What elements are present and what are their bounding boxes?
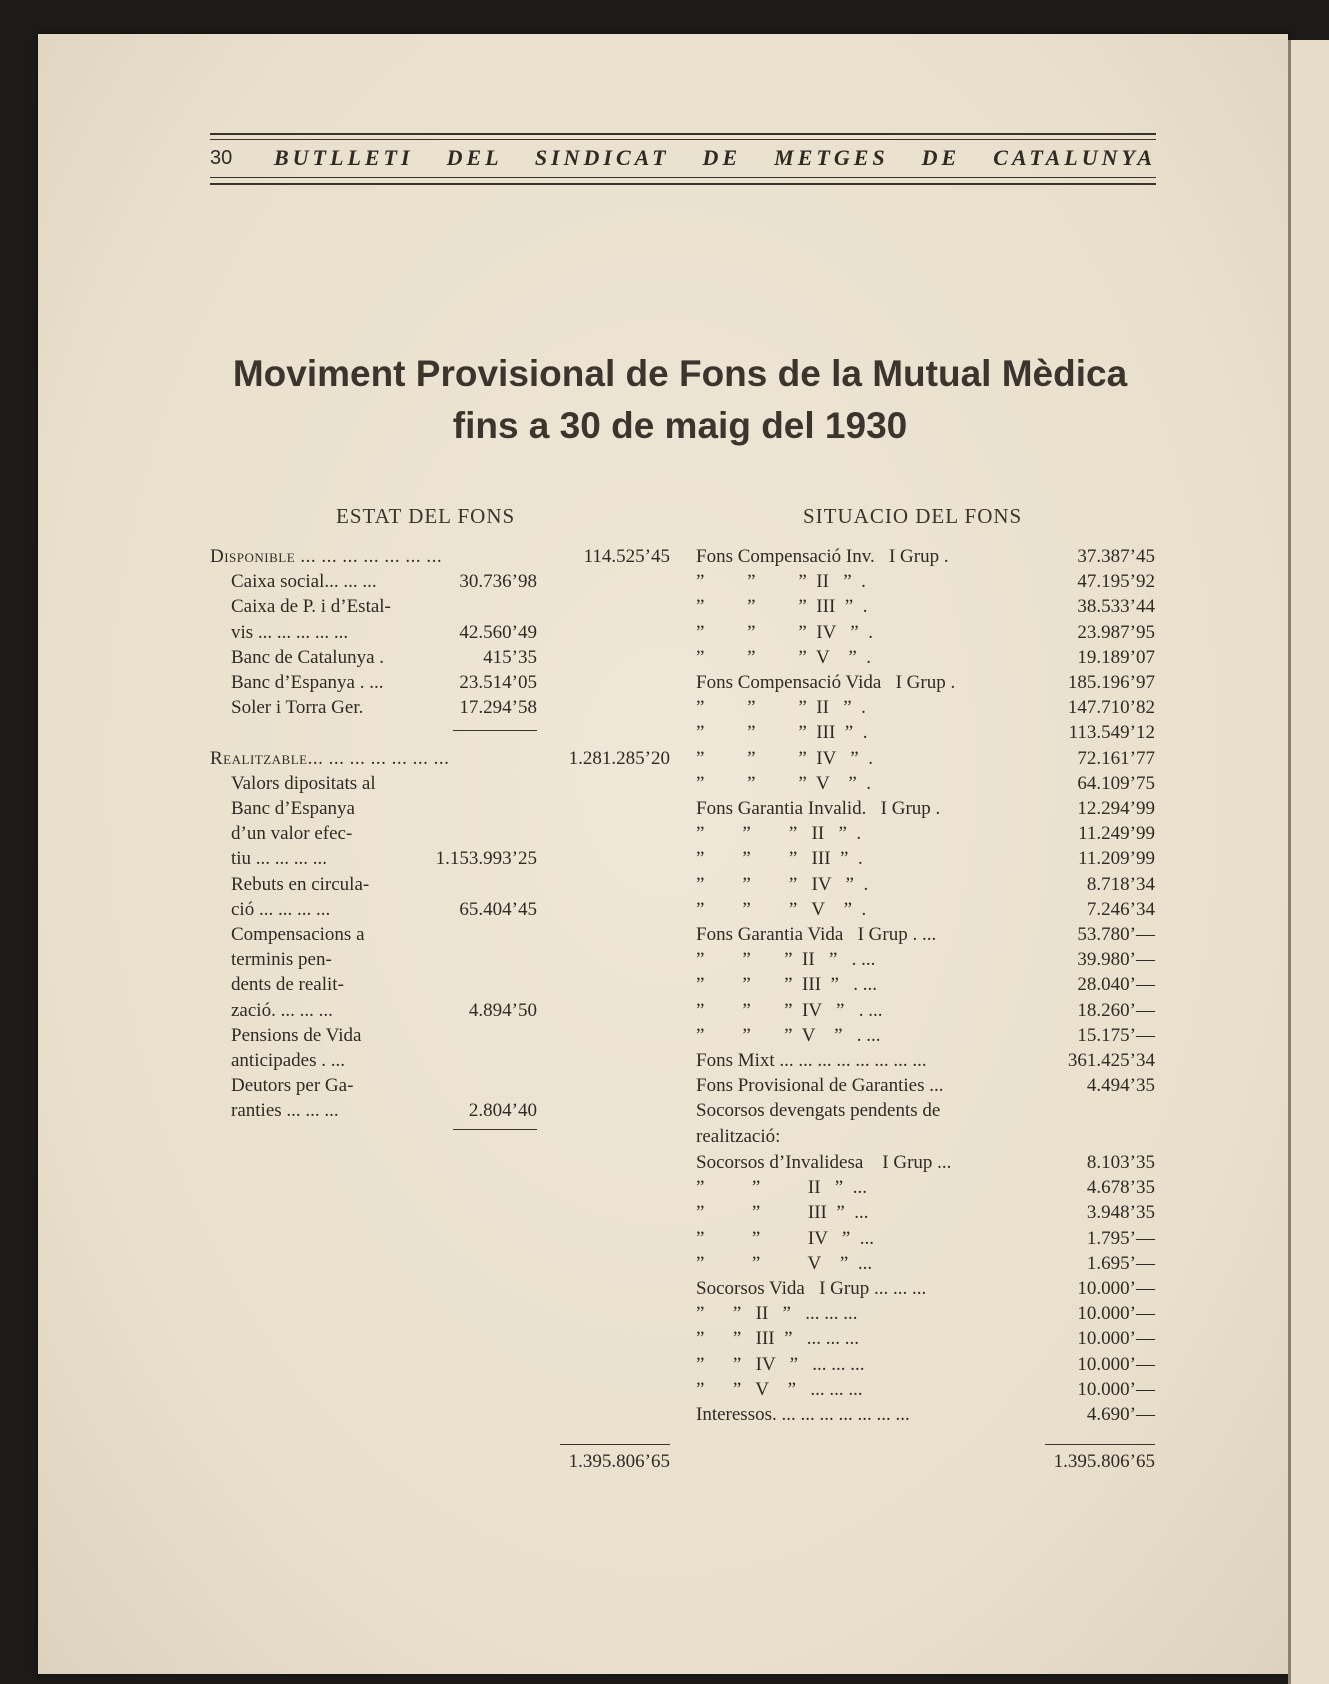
situacio-row-value: 38.533’44 bbox=[1077, 596, 1155, 618]
situacio-row-value: 4.690’— bbox=[1086, 1404, 1155, 1425]
situacio-row-value: 10.000’— bbox=[1077, 1303, 1155, 1325]
page-title-line1: Moviment Provisional de Fons de la Mutual Mèdica bbox=[232, 353, 1128, 394]
situacio-row-label: Interessos. ... ... ... ... ... ... ... bbox=[696, 1404, 910, 1425]
situacio-row-value: 361.425’34 bbox=[1067, 1050, 1155, 1071]
situacio-row-value: 47.195’92 bbox=[1077, 571, 1155, 593]
disponible-item-value: 415’35 bbox=[483, 646, 537, 668]
disponible-item-value: 17.294’58 bbox=[459, 697, 537, 719]
situacio-row-label: ” ” V ” ... bbox=[696, 1252, 873, 1274]
situacio-row-value: 15.175’— bbox=[1077, 1024, 1155, 1046]
situacio-row-value: 8.718’34 bbox=[1086, 873, 1155, 895]
left-column-heading: ESTAT DEL FONS bbox=[336, 504, 516, 528]
realitzable-item-label: Compensacions a bbox=[231, 924, 365, 945]
realitzable-item-label: anticipades . ... bbox=[231, 1050, 345, 1071]
situacio-row-value: 18.260’— bbox=[1077, 999, 1155, 1021]
realitzable-item-label: tiu ... ... ... ... bbox=[231, 848, 328, 870]
situacio-row-label: ” ” ” II ” . bbox=[696, 823, 862, 845]
realitzable-item-value: 65.404’45 bbox=[459, 898, 537, 920]
situacio-row-value: 10.000’— bbox=[1077, 1353, 1155, 1375]
disponible-item-label: Caixa social... ... ... bbox=[231, 571, 377, 593]
header-rule bbox=[210, 183, 1156, 185]
subtotal-rule bbox=[453, 730, 537, 731]
situacio-row-label: ” ” ” III ” . bbox=[696, 596, 868, 618]
disponible-total: 114.525’45 bbox=[583, 546, 670, 567]
situacio-row-label: Fons Compensació Inv. I Grup . bbox=[696, 546, 949, 567]
situacio-row-value: 1.695’— bbox=[1086, 1252, 1155, 1274]
situacio-row-label: ” ” ” III ” . bbox=[696, 722, 868, 744]
situacio-row-label: ” ” ” V ” . bbox=[696, 898, 867, 920]
disponible-item-value: 23.514’05 bbox=[459, 672, 537, 693]
situacio-row-label: ” ” II ” ... ... ... bbox=[696, 1303, 858, 1325]
situacio-row-value: 72.161’77 bbox=[1077, 747, 1155, 769]
situacio-row-value: 10.000’— bbox=[1077, 1328, 1155, 1350]
situacio-row-label: ” ” III ” ... bbox=[696, 1202, 869, 1224]
situacio-row-value: 185.196’97 bbox=[1067, 672, 1155, 693]
realitzable-item-label: Valors dipositats al bbox=[231, 772, 376, 794]
realitzable-item-label: ranties ... ... ... bbox=[231, 1100, 339, 1122]
situacio-row-label: ” ” II ” ... bbox=[696, 1177, 867, 1199]
realitzable-item-label: dents de realit- bbox=[231, 974, 344, 996]
running-header bbox=[210, 131, 1156, 187]
subtotal-rule bbox=[453, 1129, 537, 1130]
realitzable-item-label: Deutors per Ga- bbox=[231, 1075, 354, 1097]
situacio-row-value: 12.294’99 bbox=[1077, 798, 1155, 819]
situacio-row-label: Fons Mixt ... ... ... ... ... ... ... ... bbox=[696, 1050, 927, 1071]
situacio-row-label: ” ” ” III ” . bbox=[696, 848, 863, 870]
situacio-row-label: ” ” III ” ... ... ... bbox=[696, 1328, 860, 1350]
situacio-row-value: 23.987’95 bbox=[1077, 621, 1155, 643]
disponible-item-label: Soler i Torra Ger. bbox=[231, 697, 364, 719]
situacio-row-value: 4.678’35 bbox=[1086, 1177, 1155, 1199]
realitzable-item-value: 1.153.993’25 bbox=[435, 848, 537, 870]
disponible-item-label: Banc de Catalunya . bbox=[231, 646, 385, 668]
realitzable-item-label: zació. ... ... ... bbox=[231, 999, 333, 1021]
situacio-row-value: 64.109’75 bbox=[1077, 772, 1155, 794]
total-rule bbox=[560, 1444, 670, 1445]
situacio-row-label: ” ” IV ” ... bbox=[696, 1227, 875, 1249]
situacio-row-value: 3.948’35 bbox=[1086, 1202, 1155, 1224]
page-number: 30 bbox=[210, 147, 233, 169]
situacio-row-label: ” ” ” II ” . ... bbox=[696, 949, 876, 971]
situacio-row-value: 8.103’35 bbox=[1086, 1152, 1155, 1173]
realitzable-item-label: ció ... ... ... ... bbox=[231, 898, 331, 920]
situacio-row-label: ” ” ” V ” . bbox=[696, 772, 872, 794]
total-rule bbox=[1045, 1444, 1155, 1445]
situacio-row-value: 147.710’82 bbox=[1067, 697, 1155, 719]
situacio-row-label: ” ” ” II ” . bbox=[696, 571, 866, 593]
left-grand-total: 1.395.806’65 bbox=[568, 1451, 670, 1472]
situacio-row-label: ” ” ” IV ” . bbox=[696, 747, 873, 769]
situacio-row-label: Socorsos Vida I Grup ... ... ... bbox=[696, 1278, 927, 1299]
disponible-item-label: Banc d’Espanya . ... bbox=[231, 672, 384, 693]
situacio-row-label: ” ” ” IV ” . bbox=[696, 873, 869, 895]
situacio-row-label: Fons Compensació Vida I Grup . bbox=[696, 672, 956, 693]
situacio-row-value: 4.494’35 bbox=[1086, 1075, 1155, 1097]
header-rule bbox=[210, 133, 1156, 135]
situacio-row-value: 10.000’— bbox=[1077, 1378, 1155, 1400]
realitzable-item-label: Pensions de Vida bbox=[231, 1024, 362, 1046]
situacio-row-label: ” ” ” II ” . bbox=[696, 697, 866, 719]
situacio-row-value: 1.795’— bbox=[1086, 1227, 1155, 1249]
realitzable-total: 1.281.285’20 bbox=[568, 747, 670, 769]
situacio-row-label: Fons Provisional de Garanties ... bbox=[696, 1075, 944, 1097]
situacio-row-value: 53.780’— bbox=[1077, 924, 1155, 945]
realitzable-item-label: d’un valor efec- bbox=[231, 823, 353, 845]
adjacent-page-edge bbox=[1288, 40, 1329, 1684]
situacio-row-value: 28.040’— bbox=[1077, 974, 1155, 996]
situacio-row-label: Fons Garantia Invalid. I Grup . bbox=[696, 798, 941, 819]
situacio-row-value: 7.246’34 bbox=[1086, 898, 1155, 920]
situacio-row-label: Socorsos d’Invalidesa I Grup ... bbox=[696, 1152, 952, 1173]
header-rule bbox=[210, 139, 1156, 140]
situacio-row-label: ” ” ” IV ” . ... bbox=[696, 999, 883, 1021]
situacio-row-label: ” ” IV ” ... ... ... bbox=[696, 1353, 865, 1375]
situacio-row-label: ” ” ” V ” . bbox=[696, 646, 872, 668]
realitzable-item-label: Banc d’Espanya bbox=[231, 798, 355, 819]
situacio-row-value: 11.249’99 bbox=[1078, 823, 1155, 845]
realitzable-item-label: terminis pen- bbox=[231, 949, 332, 971]
realitzable-item-value: 2.804’40 bbox=[468, 1100, 537, 1122]
disponible-item-label: vis ... ... ... ... ... bbox=[231, 621, 349, 643]
page-title bbox=[180, 348, 1180, 452]
realitzable-item-value: 4.894’50 bbox=[468, 999, 537, 1021]
right-column-heading: SITUACIO DEL FONS bbox=[803, 504, 1023, 528]
situacio-row-label: ” ” ” III ” . ... bbox=[696, 974, 877, 996]
situacio-row-value: 11.209’99 bbox=[1078, 848, 1155, 870]
situacio-row-label: Fons Garantia Vida I Grup . ... bbox=[696, 924, 937, 945]
situacio-row-value: 19.189’07 bbox=[1077, 646, 1155, 668]
header-rule bbox=[210, 177, 1156, 178]
realitzable-label: Realitzable... ... ... ... ... ... ... bbox=[210, 747, 450, 769]
page-title-line2: fins a 30 de maig del 1930 bbox=[452, 405, 908, 446]
situacio-row-label: ” ” V ” ... ... ... bbox=[696, 1378, 863, 1400]
disponible-item-value: 30.736’98 bbox=[459, 571, 537, 593]
situacio-row-value: 37.387’45 bbox=[1077, 546, 1155, 567]
situacio-row-label: realització: bbox=[696, 1126, 781, 1148]
situacio-row-label: Socorsos devengats pendents de bbox=[696, 1100, 941, 1122]
right-grand-total: 1.395.806’65 bbox=[1053, 1451, 1155, 1472]
situacio-row-label: ” ” ” IV ” . bbox=[696, 621, 873, 643]
disponible-label: Disponible ... ... ... ... ... ... ... bbox=[210, 546, 443, 567]
situacio-row-value: 113.549’12 bbox=[1068, 722, 1155, 744]
situacio-row-value: 10.000’— bbox=[1077, 1278, 1155, 1299]
realitzable-item-label: Rebuts en circula- bbox=[231, 873, 370, 895]
situacio-row-label: ” ” ” V ” . ... bbox=[696, 1024, 881, 1046]
situacio-row-value: 39.980’— bbox=[1077, 949, 1155, 971]
disponible-item-label: Caixa de P. i d’Estal- bbox=[231, 596, 391, 618]
disponible-item-value: 42.560’49 bbox=[459, 621, 537, 643]
journal-title: BUTLLETI DEL SINDICAT DE METGES DE CATALUNYA bbox=[274, 145, 1156, 170]
